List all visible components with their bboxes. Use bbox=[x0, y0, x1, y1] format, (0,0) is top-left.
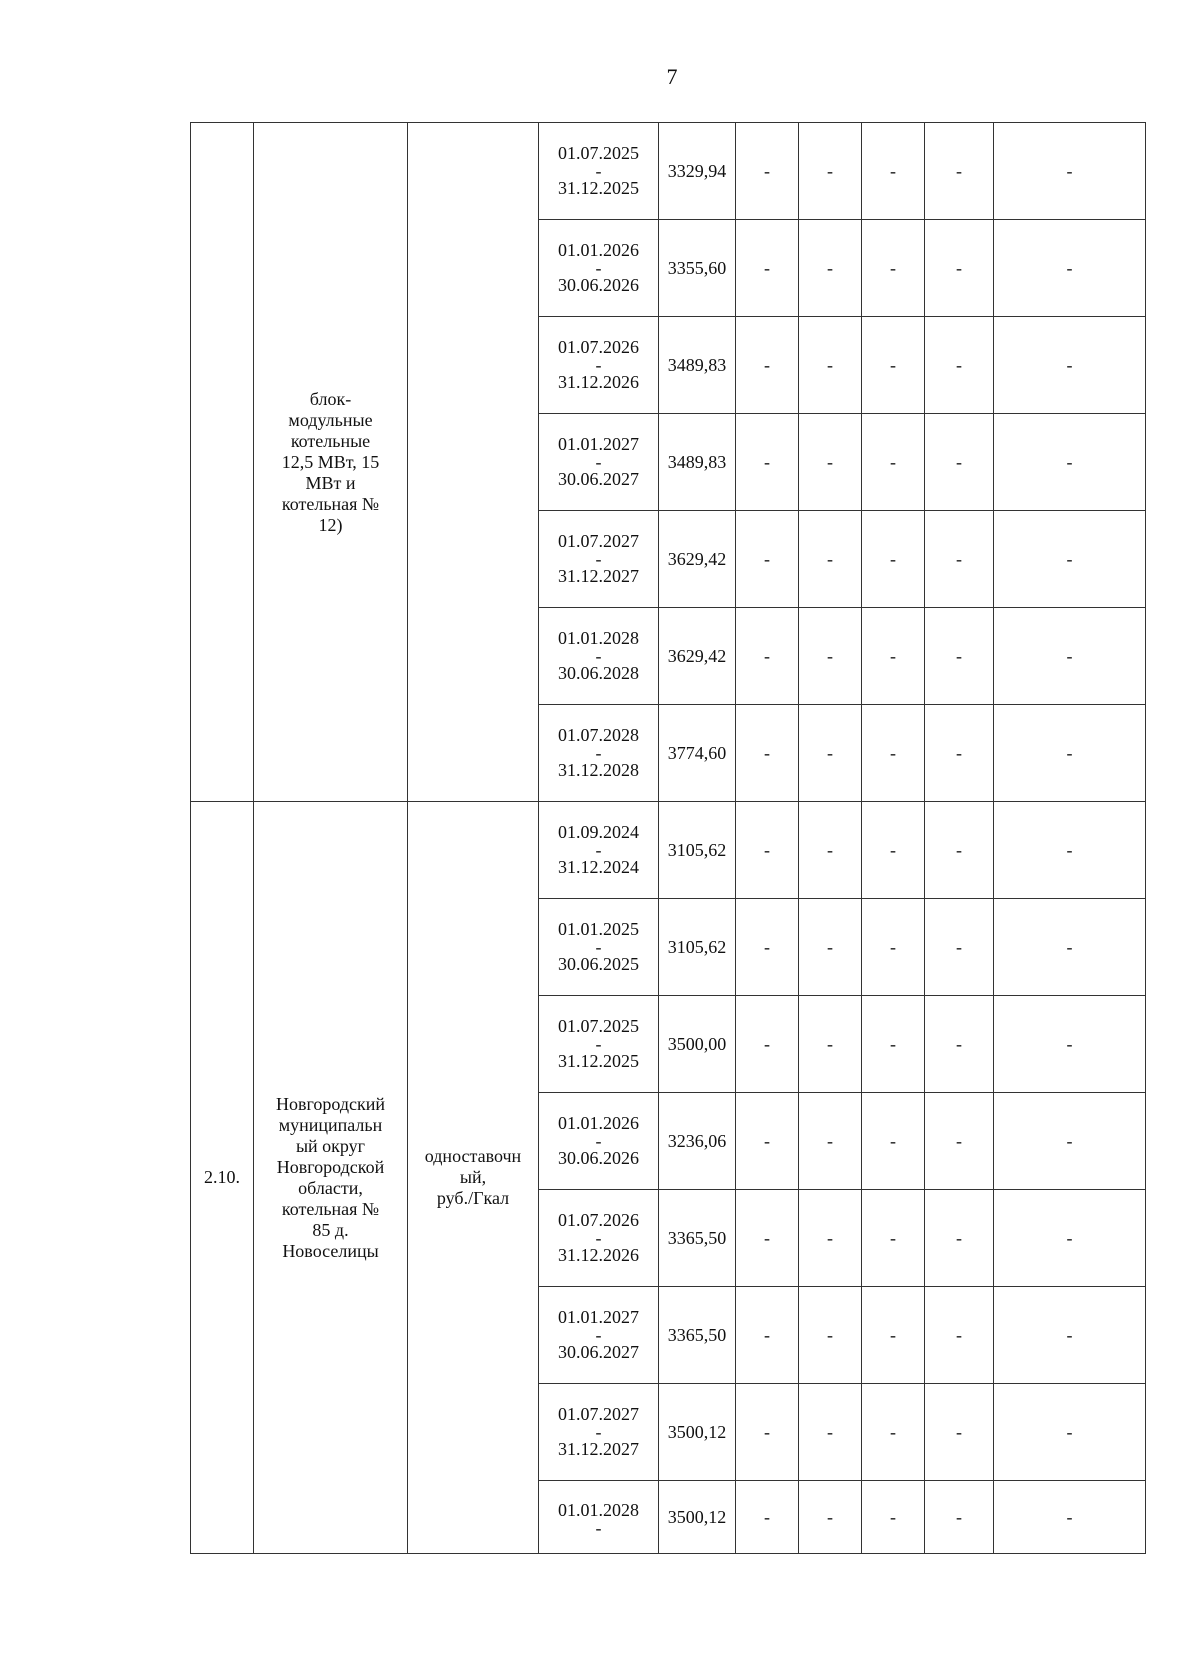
tariff-value-cell: 3500,12 bbox=[659, 1384, 736, 1481]
empty-value-cell: - bbox=[799, 1384, 862, 1481]
period-separator: - bbox=[595, 161, 602, 181]
period-start: 01.01.2025 bbox=[558, 919, 639, 939]
period-start: 01.01.2027 bbox=[558, 434, 639, 454]
empty-value-cell: - bbox=[799, 317, 862, 414]
period-end: 31.12.2024 bbox=[558, 857, 639, 877]
period-separator: - bbox=[595, 1325, 602, 1345]
period-separator: - bbox=[595, 743, 602, 763]
period-start: 01.07.2028 bbox=[558, 725, 639, 745]
empty-value-cell: - bbox=[925, 414, 994, 511]
empty-value-cell: - bbox=[862, 123, 925, 220]
empty-value-cell: - bbox=[925, 511, 994, 608]
period-separator: - bbox=[595, 355, 602, 375]
period-cell bbox=[539, 220, 659, 317]
period-end: 31.12.2026 bbox=[558, 1245, 639, 1265]
tariff-value-cell: 3365,50 bbox=[659, 1287, 736, 1384]
tariff-value-cell: 3355,60 bbox=[659, 220, 736, 317]
empty-value-cell: - bbox=[799, 414, 862, 511]
tariff-value-cell: 3365,50 bbox=[659, 1190, 736, 1287]
period-start: 01.09.2024 bbox=[558, 822, 639, 842]
period-start: 01.01.2028 bbox=[558, 1499, 639, 1520]
period-end: 31.12.2027 bbox=[558, 566, 639, 586]
period-start: 01.01.2027 bbox=[558, 1307, 639, 1327]
period-separator: - bbox=[595, 1131, 602, 1151]
empty-value-cell: - bbox=[799, 608, 862, 705]
empty-value-cell: - bbox=[736, 1384, 799, 1481]
period-cell bbox=[539, 608, 659, 705]
period-start: 01.01.2028 bbox=[558, 628, 639, 648]
empty-value-cell: - bbox=[799, 899, 862, 996]
period-cell bbox=[539, 123, 659, 220]
tariff-value-cell: 3489,83 bbox=[659, 317, 736, 414]
empty-value-cell: - bbox=[925, 123, 994, 220]
tariff-value-cell: 3774,60 bbox=[659, 705, 736, 802]
empty-value-cell: - bbox=[736, 899, 799, 996]
tariff-value-cell: 3629,42 bbox=[659, 608, 736, 705]
empty-value-cell: - bbox=[862, 899, 925, 996]
period-cell bbox=[539, 705, 659, 802]
empty-value-cell: - bbox=[925, 1481, 994, 1554]
empty-value-cell: - bbox=[994, 220, 1146, 317]
empty-value-cell: - bbox=[994, 996, 1146, 1093]
period-separator: - bbox=[595, 1228, 602, 1248]
empty-value-cell: - bbox=[862, 608, 925, 705]
empty-value-cell: - bbox=[994, 317, 1146, 414]
tariff-value-cell: 3629,42 bbox=[659, 511, 736, 608]
empty-value-cell: - bbox=[925, 996, 994, 1093]
tariff-value-cell: 3105,62 bbox=[659, 802, 736, 899]
empty-value-cell: - bbox=[862, 220, 925, 317]
period-end: 30.06.2026 bbox=[558, 1148, 639, 1168]
empty-value-cell: - bbox=[994, 802, 1146, 899]
empty-value-cell: - bbox=[925, 705, 994, 802]
period-end: 30.06.2028 bbox=[558, 663, 639, 683]
period-end: 30.06.2026 bbox=[558, 275, 639, 295]
period-cell bbox=[539, 899, 659, 996]
period-end: 30.06.2027 bbox=[558, 469, 639, 489]
page-number: 7 bbox=[666, 64, 678, 89]
tariff-value-cell: 3500,12 bbox=[659, 1481, 736, 1554]
empty-value-cell: - bbox=[862, 1287, 925, 1384]
empty-value-cell: - bbox=[994, 1190, 1146, 1287]
empty-value-cell: - bbox=[862, 1481, 925, 1554]
empty-value-cell: - bbox=[994, 1384, 1146, 1481]
period-separator: - bbox=[595, 549, 602, 569]
empty-value-cell: - bbox=[925, 1384, 994, 1481]
empty-value-cell: - bbox=[925, 802, 994, 899]
empty-value-cell: - bbox=[994, 608, 1146, 705]
tariff-value-cell: 3236,06 bbox=[659, 1093, 736, 1190]
tariff-value-cell: 3329,94 bbox=[659, 123, 736, 220]
empty-value-cell: - bbox=[994, 1287, 1146, 1384]
empty-value-cell: - bbox=[994, 123, 1146, 220]
period-start: 01.07.2026 bbox=[558, 337, 639, 357]
empty-value-cell: - bbox=[736, 220, 799, 317]
empty-value-cell: - bbox=[736, 1093, 799, 1190]
period-start: 01.07.2025 bbox=[558, 1016, 639, 1036]
period-cell bbox=[539, 317, 659, 414]
empty-value-cell: - bbox=[994, 899, 1146, 996]
empty-value-cell: - bbox=[925, 1093, 994, 1190]
period-start: 01.07.2025 bbox=[558, 143, 639, 163]
empty-value-cell: - bbox=[736, 317, 799, 414]
empty-value-cell: - bbox=[799, 1093, 862, 1190]
period-separator: - bbox=[595, 937, 602, 957]
tariff-value-cell: 3489,83 bbox=[659, 414, 736, 511]
period-start: 01.07.2027 bbox=[558, 531, 639, 551]
period-end: 31.12.2027 bbox=[558, 1439, 639, 1459]
empty-value-cell: - bbox=[799, 1481, 862, 1554]
period-cell bbox=[539, 996, 659, 1093]
empty-value-cell: - bbox=[736, 123, 799, 220]
table-row bbox=[191, 123, 1146, 220]
empty-value-cell: - bbox=[799, 511, 862, 608]
organization-name-cell: Новгородский муниципальн ый округ Новгородской области, котельная № 85 д. Новоселицы bbox=[254, 802, 408, 1554]
empty-value-cell: - bbox=[736, 1287, 799, 1384]
empty-value-cell: - bbox=[799, 802, 862, 899]
tariff-value-cell: 3500,00 bbox=[659, 996, 736, 1093]
empty-value-cell: - bbox=[994, 511, 1146, 608]
empty-value-cell: - bbox=[799, 996, 862, 1093]
empty-value-cell: - bbox=[862, 511, 925, 608]
period-start: 01.01.2026 bbox=[558, 1113, 639, 1133]
period-cell bbox=[539, 1287, 659, 1384]
period-cell bbox=[539, 1384, 659, 1481]
tariff-value-cell: 3105,62 bbox=[659, 899, 736, 996]
period-end: 31.12.2028 bbox=[558, 760, 639, 780]
empty-value-cell: - bbox=[925, 1190, 994, 1287]
period-separator: - bbox=[595, 646, 602, 666]
empty-value-cell: - bbox=[862, 414, 925, 511]
period-separator: - bbox=[595, 452, 602, 472]
period-separator: - bbox=[595, 258, 602, 278]
empty-value-cell: - bbox=[799, 123, 862, 220]
empty-value-cell: - bbox=[862, 996, 925, 1093]
empty-value-cell: - bbox=[862, 1384, 925, 1481]
row-number-cell: 2.10. bbox=[191, 802, 254, 1554]
period-end: 31.12.2025 bbox=[558, 1051, 639, 1071]
empty-value-cell: - bbox=[925, 1287, 994, 1384]
empty-value-cell: - bbox=[862, 317, 925, 414]
period-cell bbox=[539, 511, 659, 608]
period-end: 31.12.2025 bbox=[558, 178, 639, 198]
period-start: 01.07.2026 bbox=[558, 1210, 639, 1230]
period-cell bbox=[539, 1093, 659, 1190]
empty-value-cell: - bbox=[799, 705, 862, 802]
empty-value-cell: - bbox=[925, 899, 994, 996]
empty-value-cell: - bbox=[736, 1481, 799, 1554]
table-row bbox=[191, 802, 1146, 899]
empty-value-cell: - bbox=[925, 317, 994, 414]
empty-value-cell: - bbox=[862, 802, 925, 899]
empty-value-cell: - bbox=[862, 1190, 925, 1287]
empty-value-cell: - bbox=[925, 608, 994, 705]
tariff-type-cell bbox=[408, 123, 539, 802]
tariff-table bbox=[190, 122, 1146, 1554]
period-end: 30.06.2027 bbox=[558, 1342, 639, 1362]
empty-value-cell: - bbox=[994, 1093, 1146, 1190]
period-cell bbox=[539, 1190, 659, 1287]
period-separator: - bbox=[595, 1517, 602, 1538]
empty-value-cell: - bbox=[736, 996, 799, 1093]
empty-value-cell: - bbox=[862, 705, 925, 802]
empty-value-cell: - bbox=[736, 414, 799, 511]
period-cell bbox=[539, 802, 659, 899]
empty-value-cell: - bbox=[799, 1190, 862, 1287]
period-start: 01.01.2026 bbox=[558, 240, 639, 260]
empty-value-cell: - bbox=[736, 511, 799, 608]
period-cell bbox=[539, 414, 659, 511]
empty-value-cell: - bbox=[925, 220, 994, 317]
empty-value-cell: - bbox=[994, 705, 1146, 802]
period-cell bbox=[539, 1481, 659, 1554]
empty-value-cell: - bbox=[736, 705, 799, 802]
empty-value-cell: - bbox=[736, 608, 799, 705]
period-separator: - bbox=[595, 1034, 602, 1054]
empty-value-cell: - bbox=[799, 1287, 862, 1384]
period-end: 31.12.2026 bbox=[558, 372, 639, 392]
organization-name-cell: блок- модульные котельные 12,5 МВт, 15 МВт и котельная № 12) bbox=[254, 123, 408, 802]
empty-value-cell: - bbox=[862, 1093, 925, 1190]
period-start: 01.07.2027 bbox=[558, 1404, 639, 1424]
row-number-cell bbox=[191, 123, 254, 802]
table-body bbox=[191, 123, 1146, 1554]
period-separator: - bbox=[595, 840, 602, 860]
period-separator: - bbox=[595, 1422, 602, 1442]
tariff-type-cell: одноставочн ый, руб./Гкал bbox=[408, 802, 539, 1554]
empty-value-cell: - bbox=[736, 802, 799, 899]
empty-value-cell: - bbox=[799, 220, 862, 317]
period-end: 30.06.2025 bbox=[558, 954, 639, 974]
empty-value-cell: - bbox=[994, 414, 1146, 511]
empty-value-cell: - bbox=[994, 1481, 1146, 1554]
empty-value-cell: - bbox=[736, 1190, 799, 1287]
